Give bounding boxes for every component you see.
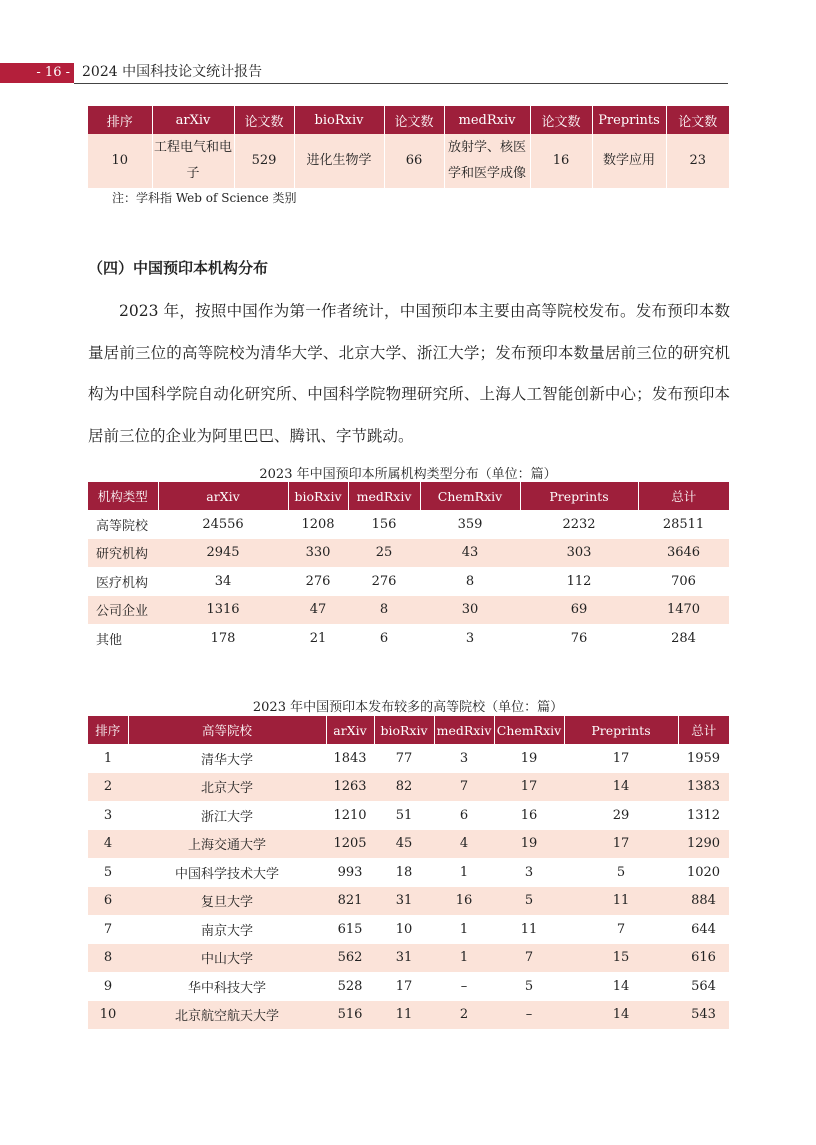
table-cell: 156 (371, 516, 397, 532)
table-cell: 2 (88, 773, 128, 802)
table-cell: 15 (564, 944, 678, 973)
table-row (88, 510, 729, 539)
table-cell: 4 (88, 830, 128, 859)
column-header: arXiv (326, 716, 374, 744)
column-header: ChemRxiv (420, 482, 520, 510)
table-cell: 1316 (158, 596, 288, 625)
column-header: Preprints (592, 106, 666, 134)
table-cell: 8 (348, 596, 420, 625)
table-header-row (88, 482, 729, 510)
column-header: Preprints (564, 716, 678, 744)
institution-type-table (88, 482, 729, 653)
table-cell: 6 (88, 887, 128, 916)
table-cell: 993 (337, 864, 363, 880)
table-cell: 17 (564, 830, 678, 859)
table-row (88, 944, 729, 973)
table-cell: 31 (374, 887, 434, 916)
table-cell: 研究机构 (88, 539, 158, 568)
table-cell: 31 (374, 944, 434, 973)
column-header: arXiv (152, 106, 234, 134)
table-cell: 543 (678, 1001, 729, 1030)
table-cell: 77 (395, 750, 413, 766)
table-cell: 其他 (96, 632, 123, 648)
column-header: medRxiv (444, 106, 530, 134)
column-header: ChemRxiv (494, 716, 564, 744)
table-cell: 进化生物学 (294, 134, 384, 188)
table-cell: 562 (326, 944, 374, 973)
table-cell: 1208 (301, 516, 335, 532)
table-cell: 821 (326, 887, 374, 916)
table-cell: 47 (288, 596, 348, 625)
table-note: 注：学科指 Web of Science 类别 (112, 191, 297, 205)
table-cell: 1470 (638, 596, 729, 625)
table-cell: 178 (210, 630, 236, 646)
table-row (88, 801, 729, 830)
table-cell: 10 (395, 921, 413, 937)
table-cell: 1 (103, 750, 113, 766)
table-row (88, 624, 729, 653)
table-cell: 9 (103, 978, 113, 994)
table-cell: 528 (337, 978, 363, 994)
table-row (88, 744, 729, 773)
column-header: 总计 (678, 716, 729, 744)
table-cell: 复旦大学 (128, 887, 326, 916)
column-header: 高等院校 (128, 716, 326, 744)
section-heading: （四）中国预印本机构分布 (88, 259, 269, 277)
table-row (88, 858, 729, 887)
table-cell: – (494, 1001, 564, 1030)
table-cell: 21 (309, 630, 327, 646)
table-cell: 清华大学 (200, 752, 253, 768)
table-cell: 112 (566, 573, 592, 589)
table-cell: 25 (348, 539, 420, 568)
table-cell: 高等院校 (96, 518, 149, 534)
running-header-title: 2024 中国科技论文统计报告 (82, 64, 263, 80)
table-cell: 5 (524, 978, 534, 994)
table-cell: 1312 (686, 807, 721, 823)
table-row (88, 567, 729, 596)
column-header: bioRxiv (374, 716, 434, 744)
table-cell: 2 (434, 1001, 494, 1030)
table-row (88, 830, 729, 859)
table-row (88, 773, 729, 802)
table-cell: – (460, 978, 468, 994)
table-cell: 放射学、核医学和医学成像 (444, 134, 530, 188)
table-cell: 1 (434, 944, 494, 973)
university-ranking-table (88, 716, 729, 1029)
table-cell: 3 (465, 630, 475, 646)
table-row (88, 1001, 729, 1030)
table-cell: 1020 (686, 864, 721, 880)
table-cell: 1205 (326, 830, 374, 859)
table-cell: 7 (103, 921, 113, 937)
table-cell: 8 (465, 573, 475, 589)
table-cell: 7 (434, 773, 494, 802)
table-cell: 644 (691, 921, 716, 937)
table-cell: 516 (326, 1001, 374, 1030)
table-cell: 1 (459, 921, 469, 937)
table-cell: 66 (384, 134, 444, 188)
column-header: bioRxiv (288, 482, 348, 510)
table-cell: 北京大学 (128, 773, 326, 802)
table-cell: 医疗机构 (96, 575, 149, 591)
table-cell: 14 (612, 978, 630, 994)
subject-ranking-table (88, 106, 729, 188)
table-cell: 706 (671, 573, 696, 589)
table-row (88, 915, 729, 944)
table-row (88, 539, 729, 568)
table-cell: 16 (434, 887, 494, 916)
table-cell: 11 (374, 1001, 434, 1030)
table-cell: 616 (678, 944, 729, 973)
table-cell: 19 (520, 750, 538, 766)
table-cell: 6 (459, 807, 469, 823)
table-cell: 14 (564, 1001, 678, 1030)
table-cell: 17 (494, 773, 564, 802)
table-cell: 7 (494, 944, 564, 973)
table-cell: 23 (666, 134, 729, 188)
table-row (88, 887, 729, 916)
table-cell: 1 (459, 864, 469, 880)
column-header: 论文数 (530, 106, 592, 134)
column-header: 论文数 (234, 106, 294, 134)
table-cell: 工程电气和电子 (152, 134, 234, 188)
table-cell: 34 (214, 573, 232, 589)
table-cell: 1210 (333, 807, 367, 823)
table-header-row (88, 716, 729, 744)
table-cell: 上海交通大学 (128, 830, 326, 859)
table-caption-institution-types: 2023 年中国预印本所属机构类型分布（单位：篇） (259, 467, 557, 482)
table-cell: 43 (420, 539, 520, 568)
table-cell: 19 (494, 830, 564, 859)
table-cell: 51 (395, 807, 413, 823)
table-cell: 330 (288, 539, 348, 568)
table-cell: 14 (564, 773, 678, 802)
table-cell: 1843 (333, 750, 367, 766)
table-cell: 10 (88, 134, 152, 188)
table-row (88, 972, 729, 1001)
table-caption-universities: 2023 年中国预印本发布较多的高等院校（单位：篇） (252, 700, 564, 715)
table-cell: 7 (616, 921, 626, 937)
body-paragraph: 2023 年，按照中国作为第一作者统计，中国预印本主要由高等院校发布。发布预印本数量居前三位的高等院校为清华大学、北京大学、浙江大学；发布预印本数量居前三位的研究机构为中国科学院自动化研究所、中国科学院物理研究所、上海人工智能创新中心；发布预印本居前三位的企业为阿里巴巴、腾讯、字节跳动。 (88, 302, 730, 445)
table-cell: 884 (678, 887, 729, 916)
table-cell: 17 (612, 750, 630, 766)
table-cell: 3 (459, 750, 469, 766)
column-header: 论文数 (666, 106, 729, 134)
table-cell: 24556 (202, 516, 244, 532)
table-cell: 8 (88, 944, 128, 973)
table-cell: 30 (420, 596, 520, 625)
table-cell: 45 (374, 830, 434, 859)
table-cell: 276 (371, 573, 397, 589)
column-header: medRxiv (434, 716, 494, 744)
table-cell: 28511 (662, 516, 705, 532)
table-cell: 16 (520, 807, 538, 823)
table-row (88, 134, 729, 188)
table-cell: 11 (564, 887, 678, 916)
table-cell: 5 (494, 887, 564, 916)
column-header: bioRxiv (294, 106, 384, 134)
header-divider (74, 83, 728, 84)
table-cell: 76 (570, 630, 588, 646)
table-cell: 10 (88, 1001, 128, 1030)
column-header: 总计 (638, 482, 729, 510)
table-cell: 公司企业 (88, 596, 158, 625)
table-cell: 615 (337, 921, 363, 937)
table-cell: 中山大学 (128, 944, 326, 973)
column-header: 机构类型 (88, 482, 158, 510)
table-cell: 359 (457, 516, 483, 532)
table-cell: 3646 (638, 539, 729, 568)
table-cell: 303 (520, 539, 638, 568)
column-header: 排序 (88, 106, 152, 134)
table-cell: 华中科技大学 (187, 980, 266, 996)
table-cell: 中国科学技术大学 (174, 866, 279, 882)
table-cell: 1263 (326, 773, 374, 802)
table-cell: 2945 (158, 539, 288, 568)
table-header-row (88, 106, 729, 134)
column-header: arXiv (158, 482, 288, 510)
column-header: 排序 (88, 716, 128, 744)
table-cell: 1383 (678, 773, 729, 802)
table-cell: 16 (530, 134, 592, 188)
table-cell: 18 (395, 864, 413, 880)
table-cell: 北京航空航天大学 (128, 1001, 326, 1030)
table-cell: 4 (434, 830, 494, 859)
table-cell: 3 (103, 807, 113, 823)
table-cell: 数学应用 (592, 134, 666, 188)
table-cell: 529 (234, 134, 294, 188)
table-cell: 1959 (686, 750, 721, 766)
table-cell: 29 (612, 807, 630, 823)
column-header: Preprints (520, 482, 638, 510)
column-header: medRxiv (348, 482, 420, 510)
table-cell: 浙江大学 (200, 809, 253, 825)
table-cell: 11 (520, 921, 538, 937)
table-cell: 南京大学 (200, 923, 253, 939)
table-cell: 69 (520, 596, 638, 625)
table-cell: 2232 (562, 516, 596, 532)
table-cell: 6 (379, 630, 389, 646)
table-cell: 5 (103, 864, 113, 880)
table-cell: 5 (616, 864, 626, 880)
table-cell: 82 (374, 773, 434, 802)
table-cell: 17 (395, 978, 413, 994)
table-cell: 564 (691, 978, 716, 994)
table-cell: 3 (524, 864, 534, 880)
column-header: 论文数 (384, 106, 444, 134)
table-cell: 276 (305, 573, 331, 589)
table-cell: 1290 (678, 830, 729, 859)
table-cell: 284 (671, 630, 696, 646)
page-number-badge: - 16 - (0, 63, 74, 83)
table-row (88, 596, 729, 625)
